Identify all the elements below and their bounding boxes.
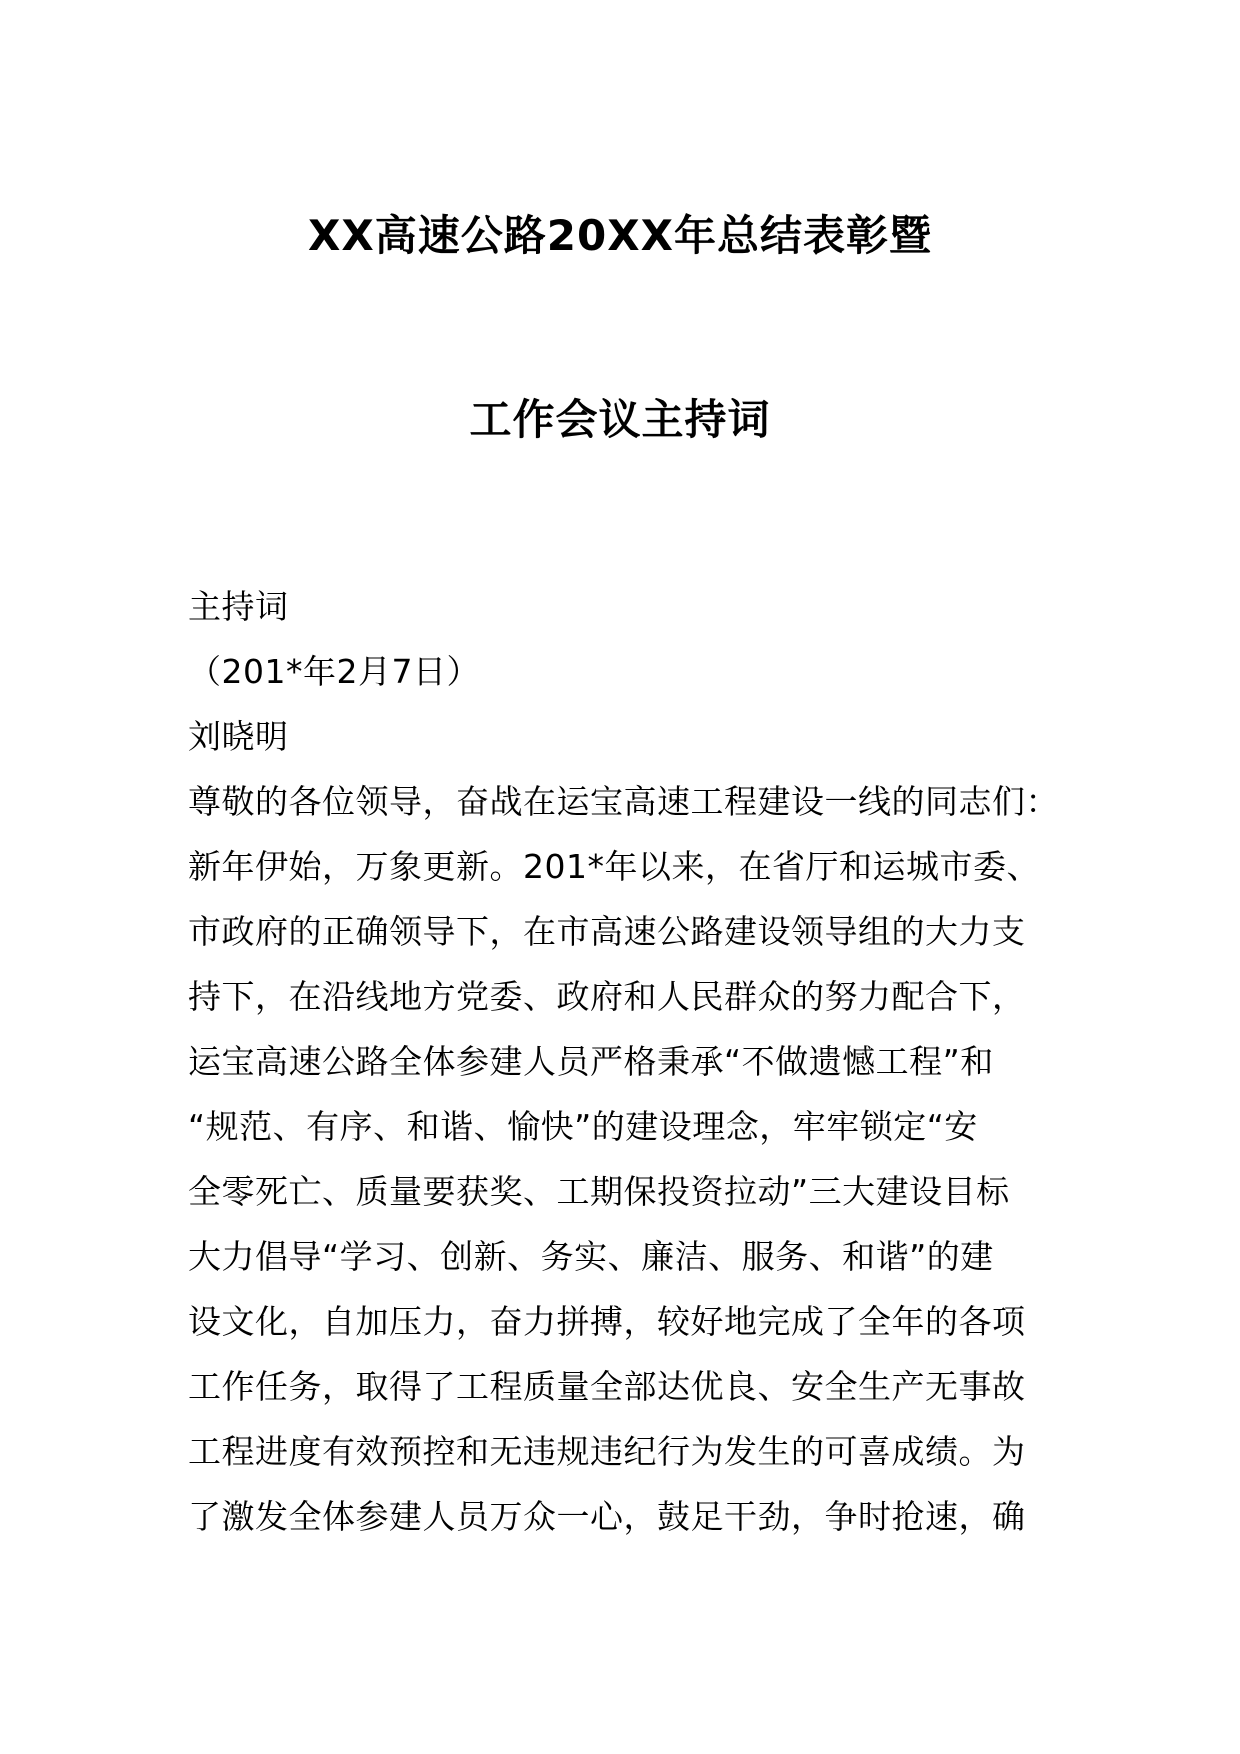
body-line-date: （201*年2月7日）	[188, 652, 480, 691]
body-line-author: 刘晓明	[188, 717, 289, 756]
document-title-line-1: XX高速公路20XX年总结表彰暨	[308, 211, 932, 260]
body-line: 运宝高速公路全体参建人员严格秉承“不做遗憾工程”和	[188, 1042, 994, 1081]
body-line: 新年伊始，万象更新。201*年以来，在省厅和运城市委、	[188, 847, 1040, 886]
document-title-line-2: 工作会议主持词	[469, 395, 771, 444]
body-line-salutation: 尊敬的各位领导，奋战在运宝高速工程建设一线的同志们：	[188, 782, 1059, 821]
body-line: 了激发全体参建人员万众一心，鼓足干劲，争时抢速，确	[188, 1497, 1026, 1536]
body-line: 设文化，自加压力，奋力拼搏，较好地完成了全年的各项	[188, 1302, 1026, 1341]
body-line-heading: 主持词	[188, 587, 289, 626]
body-line: 全零死亡、质量要获奖、工期保投资拉动”三大建设目标	[188, 1172, 1010, 1211]
document-body	[188, 574, 1058, 1549]
body-line: 工程进度有效预控和无违规违纪行为发生的可喜成绩。为	[188, 1432, 1026, 1471]
body-line: “规范、有序、和谐、愉快”的建设理念，牢牢锁定“安	[188, 1107, 978, 1146]
body-line: 工作任务，取得了工程质量全部达优良、安全生产无事故	[188, 1367, 1026, 1406]
body-line: 大力倡导“学习、创新、务实、廉洁、服务、和谐”的建	[188, 1237, 994, 1276]
body-line: 持下，在沿线地方党委、政府和人民群众的努力配合下，	[188, 977, 1026, 1016]
body-line: 市政府的正确领导下，在市高速公路建设领导组的大力支	[188, 912, 1026, 951]
